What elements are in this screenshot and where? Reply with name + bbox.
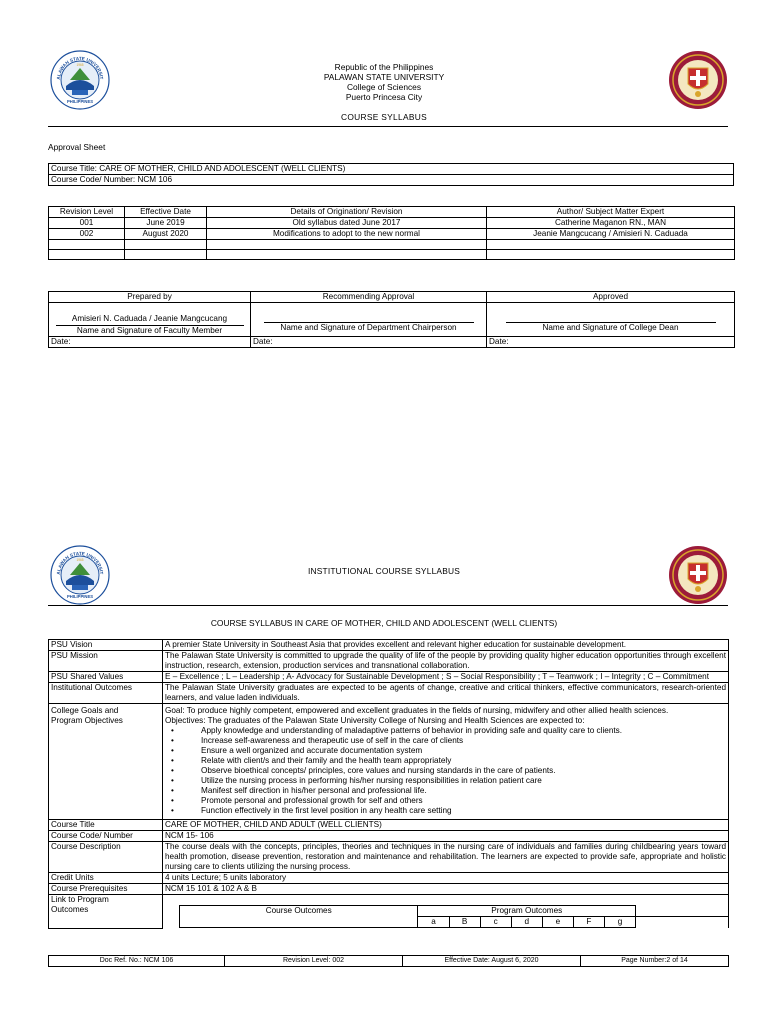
credit-label: Credit Units [49,873,163,884]
list-item: • Utilize the nursing process in performing his/her nursing responsibilities in relation patient care [165,776,726,786]
po-letter: g [604,917,635,928]
svg-text:1965: 1965 [76,558,84,562]
table-row [49,240,735,250]
revision-header: Details of Origination/ Revision [207,207,487,218]
svg-text:PHILIPPINES: PHILIPPINES [66,99,94,104]
course-code-cell: Course Code/ Number: NCM 106 [49,175,734,186]
header-divider [48,126,728,127]
po-letter: c [480,917,511,928]
list-item: • Ensure a well organized and accurate documentation system [165,746,726,756]
link-label: Link to Program [51,895,109,904]
svg-text:PHILIPPINES: PHILIPPINES [66,594,94,599]
goals-label: College Goals and [51,706,119,715]
svg-text:PALAWAN STATE UNIVERSITY: ALAWAN STATE UNIVERSIT [55,550,105,575]
college-name: College of Sciences [346,82,422,92]
revision-header: Effective Date [125,207,207,218]
course-code-label: Course Code/ Number [49,831,163,842]
date-label: Date: [487,337,735,348]
revision-level: Revision Level: 002 [225,956,403,967]
po-letter: F [573,917,604,928]
list-item: • Promote personal and professional growth for self and others [165,796,726,806]
chair-caption: Name and Signature of Department Chairperson [280,323,457,332]
table-row: 001 June 2019 Old syllabus dated June 2017 Catherine Maganon RN., MAN [49,218,735,229]
outcomes-label: Institutional Outcomes [49,683,163,704]
list-item: • Manifest self direction in his/her personal and professional life. [165,786,726,796]
prereq-value: NCM 15 101 & 102 A & B [163,884,729,895]
page-number: Page Number:2 of 14 [581,956,729,967]
po-letter: e [542,917,573,928]
svg-text:PALAWAN STATE UNIVERSITY: ALAWAN STATE UNIVERSIT [55,55,105,80]
prereq-label: Course Prerequisites [49,884,163,895]
list-item: • Observe bioethical concepts/ principles, core values and nursing standards in the care of patients. [165,766,726,776]
republic-text: Republic of the Philippines [334,62,434,72]
description-label: Course Description [49,842,163,873]
program-outcomes-header: Program Outcomes [418,906,636,917]
table-row: 002 August 2020 Modifications to adopt to the new normal Jeanie Mangcucang / Amisieri N. Caduada [49,229,735,240]
institutional-syllabus-title: INSTITUTIONAL COURSE SYLLABUS [307,566,461,576]
mission-text: The Palawan State University is committed to upgrade the quality of life of the people by providing quality higher education opportunities through excellent instruction, research, extension, production services and transnational collaboration. [163,651,729,672]
course-title-value: CARE OF MOTHER, CHILD AND ADULT (WELL CLIENTS) [163,820,729,831]
syllabus-subtitle: COURSE SYLLABUS IN CARE OF MOTHER, CHILD AND ADOLESCENT (WELL CLIENTS) [210,618,558,628]
po-letter: d [511,917,542,928]
outcomes-matrix [179,905,729,928]
objectives-label: Program Objectives [51,716,123,725]
list-item: • Increase self-awareness and therapeutic use of self in the care of clients [165,736,726,746]
recommending-header: Recommending Approval [251,292,487,303]
values-text: E – Excellence ; L – Leadership ; A- Advocacy for Sustainable Development ; S – Social Responsibility ; T – Teamwork ; I – Integrity ; C – Commitment [163,672,729,683]
revision-header: Revision Level [49,207,125,218]
objectives-list [165,726,726,816]
po-letter: a [418,917,449,928]
values-label: PSU Shared Values [49,672,163,683]
mission-label: PSU Mission [49,651,163,672]
doc-ref-number: Doc Ref. No.: NCM 106 [49,956,225,967]
description-text: The course deals with the concepts, principles, theories and techniques in the nursing care of individuals and families during childbearing years toward health promotion, disease prevention, restoration and maintenance and rehabilitation. The learners are expected to provide safe, appropriate and holistic nursing care to clients utilizing the nursing process. [163,842,729,873]
university-name: PALAWAN STATE UNIVERSITY [323,72,445,82]
goal-text: Goal: To produce highly competent, empowered and excellent graduates in the fields of nursing, midwifery and other allied health sciences. [165,706,669,715]
approval-sheet-heading: Approval Sheet [48,142,106,152]
page1-header [0,62,768,102]
table-row [49,250,735,260]
seal-year: 1965 [76,63,84,67]
city-name: Puerto Princesa City [345,92,423,102]
credit-value: 4 units Lecture; 5 units laboratory [163,873,729,884]
outcomes-text: The Palawan State University graduates are expected to be agents of change, creative and critical thinkers, effective communicators, research-oriented learners, and value laden individuals. [163,683,729,704]
link-label-2: Outcomes [51,905,89,914]
signature-table [48,291,735,348]
date-label: Date: [49,337,251,348]
vision-label: PSU Vision [49,640,163,651]
approved-header: Approved [487,292,735,303]
chair-signature-line [264,314,474,323]
document-footer [48,955,729,967]
po-letter: B [449,917,480,928]
effective-date: Effective Date: August 6, 2020 [403,956,581,967]
prepared-names: Amisieri N. Caduada / Jeanie Mangcucang [71,314,228,323]
dean-caption: Name and Signature of College Dean [542,323,679,332]
date-label: Date: [251,337,487,348]
course-syllabus-title: COURSE SYLLABUS [341,112,427,122]
list-item: • Apply knowledge and understanding of maladaptive patterns of behavior in providing safe and quality care to clients. [165,726,726,736]
list-item: • Function effectively in the first level position in any health care setting [165,806,726,816]
prepared-by-header: Prepared by [49,292,251,303]
faculty-caption: Name and Signature of Faculty Member [56,325,244,336]
revision-header: Author/ Subject Matter Expert [487,207,735,218]
course-outcomes-header: Course Outcomes [180,906,418,928]
objectives-intro: Objectives: The graduates of the Palawan State University College of Nursing and Health Sciences are expected to: [165,716,585,725]
course-code-value: NCM 15- 106 [163,831,729,842]
course-title-label: Course Title [49,820,163,831]
course-title-cell: Course Title: CARE OF MOTHER, CHILD AND ADOLESCENT (WELL CLIENTS) [49,164,734,175]
syllabus-table [48,639,729,929]
vision-text: A premier State University in Southeast Asia that provides excellent and relevant higher education for sustainable development. [163,640,729,651]
list-item: • Relate with client/s and their family and the health team appropriately [165,756,726,766]
course-info-table [48,163,734,186]
revision-table [48,206,735,260]
dean-signature-line [506,314,716,323]
header-divider [48,605,728,606]
